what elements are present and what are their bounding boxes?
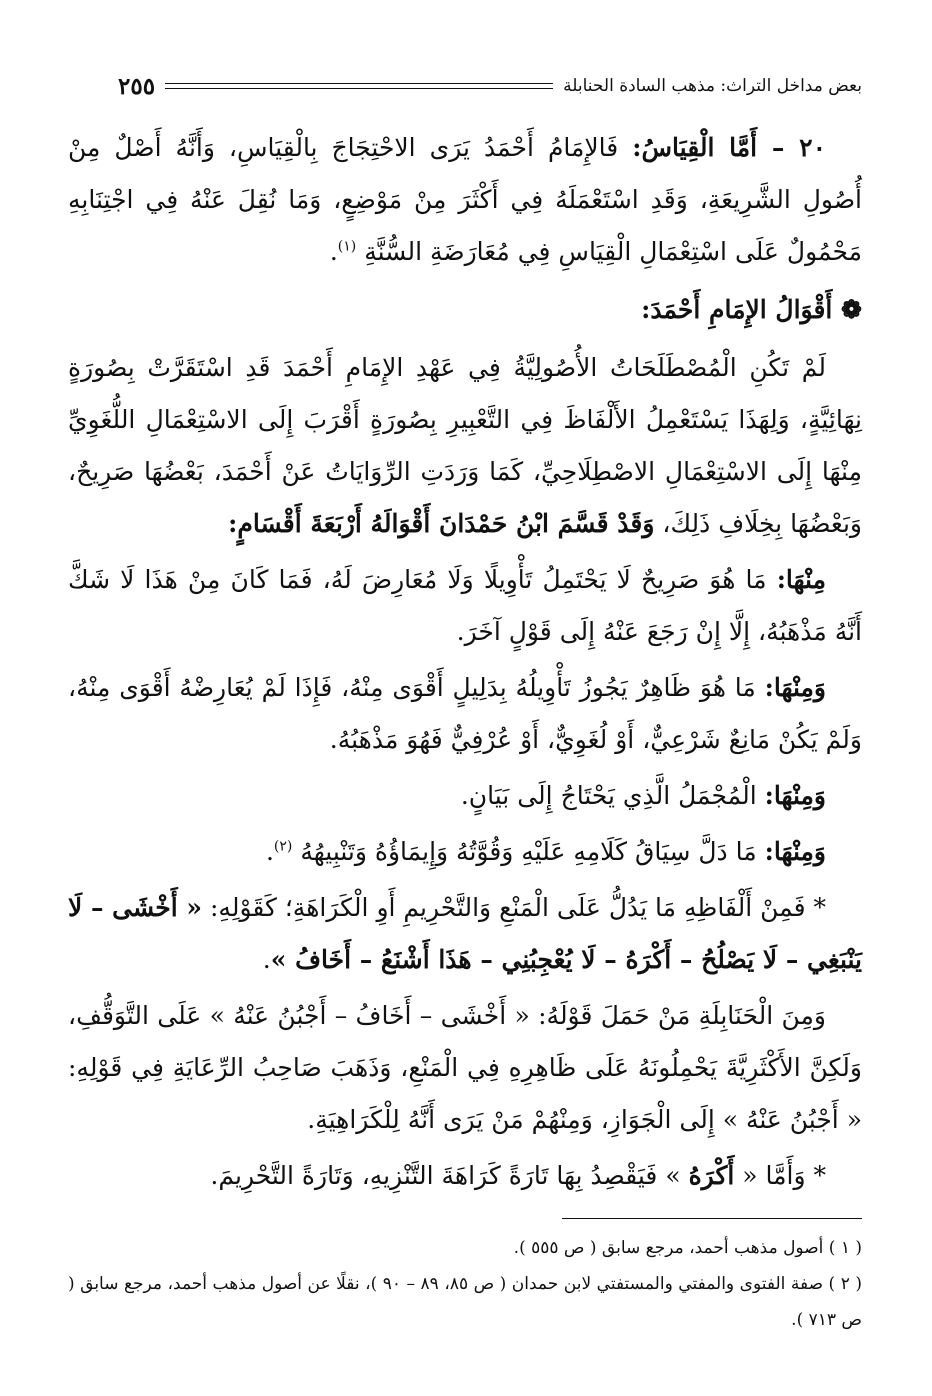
paragraph-text: الْمُجْمَلُ الَّذِي يَحْتَاجُ إِلَى بَيَانٍ.	[460, 781, 757, 810]
main-text	[68, 122, 862, 1206]
paragraph-intro	[68, 342, 862, 550]
paragraph-end: .	[329, 237, 338, 266]
running-header	[118, 70, 862, 102]
footnote-1: ( ١ ) أصول مذهب أحمد، مرجع سابق ( ص ٥٥٥ ).	[513, 1238, 862, 1258]
paragraph-text: * فَمِنْ أَلْفَاظِهِ مَا يَدُلُّ عَلَى الْمَنْعِ وَالتَّحْرِيمِ أَوِ الْكَرَاهَةِ؛ كَقَوْلِهِ:	[210, 893, 826, 922]
page-number: ٢٥٥	[118, 72, 156, 100]
footnotes	[68, 1230, 862, 1338]
header-rule	[165, 83, 553, 89]
footnote-ref-1[interactable]: (١)	[337, 238, 357, 255]
paragraph-text: وَمِنَ الْحَنَابِلَةِ مَنْ حَمَلَ قَوْلَهُ: « أَخْشَى – أَخَافُ – أَجْبُنُ عَنْهُ » عَلَى التَّوَقُّفِ، وَلَكِنَّ الأَكْثَرِيَّةَ يَحْمِلُونَهُ عَلَى ظَاهِرِهِ فِي الْمَنْعِ، وَذَهَبَ صَاحِبُ الرِّعَايَةِ فِي قَوْلِهِ: « أَجْبُنُ عَنْهُ » إِلَى الْجَوَازِ، وَمِنْهُمْ مَنْ يَرَى أَنَّهُ لِلْكَرَاهِيَةِ.	[68, 1001, 862, 1134]
paragraph-hanbali-views	[68, 990, 862, 1146]
paragraph-lead: وَمِنْهَا:	[764, 837, 826, 866]
paragraph-qiyas	[68, 122, 862, 278]
paragraph-bold: « أَخْشَى – لَا يَنْبَغِي – لَا يَصْلُحُ – أَكْرَهُ – لَا يُعْجِبُنِي – هَذَا أَشْنَعُ – أَخَافُ »	[68, 893, 862, 974]
paragraph-bold: وَقَدْ قَسَّمَ ابْنُ حَمْدَانَ أَقْوَالَهُ أَرْبَعَةَ أَقْسَامٍ:	[228, 509, 655, 538]
paragraph-text: مَا هُوَ صَرِيحٌ لَا يَحْتَمِلُ تَأْوِيلًا وَلَا مُعَارِضَ لَهُ، فَمَا كَانَ مِنْ هَذَا لَا شَكَّ أَنَّهُ مَذْهَبُهُ، إِلَّا إِنْ رَجَعَ عَنْهُ إِلَى قَوْلٍ آخَرَ.	[68, 565, 862, 646]
paragraph-text: فَالإِمَامُ أَحْمَدُ يَرَى الاحْتِجَاجَ بِالْقِيَاسِ، وَأَنَّهُ أَصْلٌ مِنْ أُصُولِ الشَّرِيعَةِ، وَقَدِ اسْتَعْمَلَهُ فِي أَكْثَرَ مِنْ مَوْضِعٍ، وَمَا نُقِلَ عَنْهُ فِي اجْتِنَابِهِ مَحْمُولٌ عَلَى اسْتِعْمَالِ الْقِيَاسِ فِي مُعَارَضَةِ السُّنَّةِ	[68, 133, 862, 266]
paragraph-lead: وَمِنْهَا:	[764, 781, 826, 810]
paragraph-text: مَا دَلَّ سِيَاقُ كَلَامِهِ عَلَيْهِ وَقُوَّتُهُ وَإِيمَاؤُهُ وَتَنْبِيهُهُ	[300, 837, 757, 866]
paragraph-type-2	[68, 662, 862, 766]
header-title: بعض مداخل التراث: مذهب السادة الحنابلة	[563, 75, 862, 96]
footnote-2: ( ٢ ) صفة الفتوى والمفتي والمستفتي لابن حمدان ( ص ٨٥، ٨٩ – ٩٠ )، نقلًا عن أصول مذهب أحمد، مرجع سابق ( ص ٧١٣ ).	[68, 1274, 862, 1330]
footnote-ref-2[interactable]: (٢)	[273, 838, 293, 855]
paragraph-type-4	[68, 826, 862, 878]
paragraph-lead: ٢٠ – أَمَّا الْقِيَاسُ:	[632, 133, 827, 162]
paragraph-text: لَمْ تَكُنِ الْمُصْطَلَحَاتُ الأُصُولِيَّةُ فِي عَهْدِ الإِمَامِ أَحْمَدَ قَدِ اسْتَقَرَّتْ بِصُورَةٍ نِهَائِيَّةٍ، وَلِهَذَا يَسْتَعْمِلُ الأَلْفَاظَ فِي التَّعْبِيرِ بِصُورَةٍ أَقْرَبَ إِلَى الاسْتِعْمَالِ اللُّغَوِيِّ مِنْهَا إِلَى الاسْتِعْمَالِ الاصْطِلَاحِيِّ، كَمَا وَرَدَتِ الرِّوَايَاتُ عَنْ أَحْمَدَ، بَعْضُهَا صَرِيحٌ، وَبَعْضُهَا بِخِلَافِ ذَلِكَ،	[68, 353, 862, 538]
paragraph-text: » فَيَقْصِدُ بِهَا تَارَةً كَرَاهَةَ التَّنْزِيهِ، وَتَارَةً التَّحْرِيمَ.	[210, 1161, 681, 1190]
paragraph-lead: وَمِنْهَا:	[764, 673, 826, 702]
paragraph-bold: أَكْرَهُ	[688, 1161, 735, 1190]
paragraph-akrah	[68, 1150, 862, 1202]
paragraph-lead: * وَأَمَّا «	[742, 1161, 826, 1190]
footnote-separator	[562, 1218, 862, 1219]
paragraph-prohibition-words	[68, 882, 862, 986]
paragraph-end: .	[265, 837, 274, 866]
paragraph-type-3	[68, 770, 862, 822]
paragraph-lead: مِنْهَا:	[776, 565, 826, 594]
section-heading: ❁ أَقْوَالُ الإِمَامِ أَحْمَدَ:	[641, 295, 862, 324]
paragraph-type-1	[68, 554, 862, 658]
paragraph-text: مَا هُوَ ظَاهِرٌ يَجُوزُ تَأْوِيلُهُ بِدَلِيلٍ أَقْوَى مِنْهُ، فَإِذَا لَمْ يُعَارِضْهُ أَقْوَى مِنْهُ، وَلَمْ يَكُنْ مَانِعٌ شَرْعِيٌّ، أَوْ لُغَوِيٌّ، أَوْ عُرْفِيٌّ فَهُوَ مَذْهَبُهُ.	[68, 673, 862, 754]
paragraph-end: .	[262, 945, 271, 974]
